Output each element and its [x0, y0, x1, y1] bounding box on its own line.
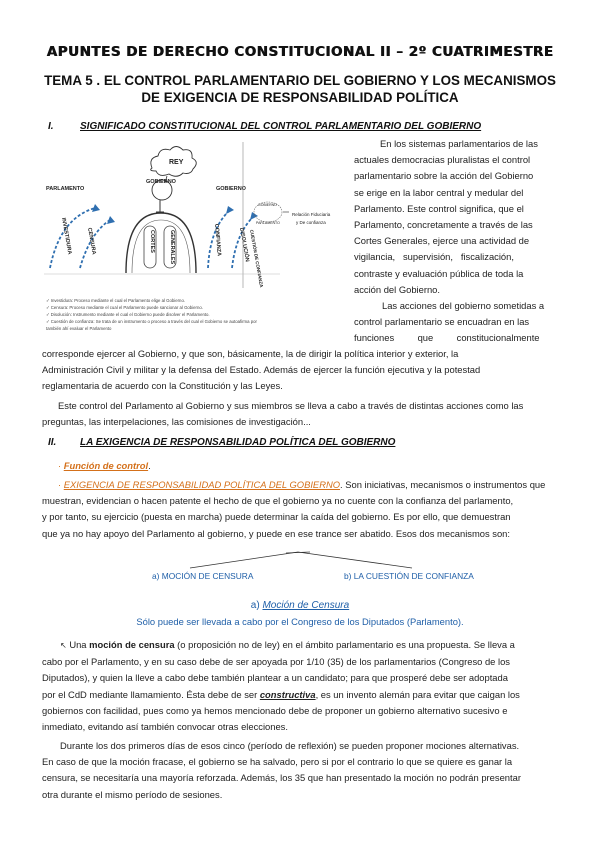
functions-paragraph-cont	[42, 346, 562, 395]
caption-line: ✓ Cuestión de confianza: Se trata de un instrumento o proceso a través del cual el Gobierno se autoafirma por	[46, 319, 257, 324]
text-line: control parlamentario se encuadran en las	[354, 316, 530, 328]
gobierno-label: GOBIERNO	[146, 179, 176, 185]
bullet-dot: ·	[58, 479, 62, 490]
caption-line: también ahí evaluar el Parlamento	[46, 326, 112, 331]
investidura-label: INVESTIDURA	[60, 217, 73, 256]
text-line: preguntas, las interpelaciones, las comisiones de investigación...	[42, 416, 311, 428]
section-2-title: LA EXIGENCIA DE RESPONSABILIDAD POLÍTICA DEL GOBIERNO	[80, 437, 396, 448]
diagram-caption	[46, 297, 346, 332]
control-diagram	[40, 138, 355, 300]
text-line: Parlamento, concretamente a través de las	[354, 219, 533, 231]
exigencia-rest: . Son iniciativas, mecanismos o instrumentos que	[340, 479, 546, 490]
text-line: Parlamento. Este control significa, que el	[354, 202, 524, 214]
text-line: Este control del Parlamento al Gobierno y sus miembros se lleva a cabo a través de distintas acciones como las	[58, 400, 524, 411]
subsection-a-title: Moción de Censura	[262, 600, 350, 611]
text-line: vigilancia, supervisión, fiscalización,	[354, 251, 514, 263]
caption-line: ✓ Investidura: Proceso mediante el cual el Parlamento elige al Gobierno.	[46, 298, 186, 303]
control-paragraph	[42, 398, 562, 430]
censura-start: Una	[69, 639, 90, 650]
title-line-2: DE EXIGENCIA DE RESPONSABILIDAD POLÍTICA	[141, 90, 459, 105]
text-line: parlamentario sobre la acción del Gobierno	[354, 170, 534, 182]
censura-paragraph	[42, 637, 562, 735]
bullet-funcion-control	[58, 458, 151, 474]
gobierno-side-label: GOBIERNO	[216, 186, 246, 192]
document-header: APUNTES DE DERECHO CONSTITUCIONAL II – 2º CUATRIMESTRE	[46, 44, 554, 60]
text-line	[42, 477, 562, 493]
text-line: reglamentaria de acuerdo con la Constitución y las Leyes.	[42, 380, 283, 392]
censura-bold: moción de censura	[89, 639, 175, 650]
mechanism-a: a) MOCIÓN DE CENSURA	[152, 571, 254, 581]
censura-label: CENSURA	[86, 227, 97, 256]
bullet-end: .	[148, 460, 151, 471]
subsection-a-heading	[0, 600, 600, 611]
text-line: muestran, evidencian o hacen patente el hecho de que el gobierno ya no cuente con la confianza del parlamento,	[42, 495, 514, 507]
bullet-exigencia	[42, 477, 562, 542]
text-line: y por tanto, su ejercicio (puesta en marcha) puede determinar la caída del gobierno. Es por ello, que demuestran	[42, 511, 511, 523]
title-line-1: TEMA 5 . EL CONTROL PARLAMENTARIO DEL GOBIERNO Y LOS MECANISMOS	[44, 73, 556, 88]
cortes-arch	[126, 213, 196, 273]
text-line: En los sistemas parlamentarios de las	[380, 138, 538, 149]
funcion-control-link: Función de control	[63, 460, 149, 471]
text-line: corresponde ejercer al Gobierno, y que son, básicamente, la de dirigir la política interior y exterior, la	[42, 348, 459, 359]
confianza-label: CONFIANZA	[213, 223, 222, 257]
page-title	[40, 72, 560, 106]
section-2-number: II.	[48, 437, 57, 448]
text-line: que ya no hay apoyo del Parlamento al gobierno, y puede en ese trance ser abatido. Esos dos mecanismos son:	[42, 527, 510, 539]
constructiva-term: constructiva	[259, 688, 316, 700]
text-line: se erige en la labor central y medular del	[354, 186, 524, 198]
censura-rest: (o proposición no de ley) en el ámbito parlamentario es una propuesta. Se lleva a	[174, 639, 515, 650]
subsection-a-subtitle: Sólo puede ser llevada a cabo por el Congreso de los Diputados (Parlamento).	[136, 616, 464, 627]
text-line: Las acciones del gobierno sometidas a	[382, 300, 545, 311]
cuestion-label: CUESTIÓN DE CONFIANZA	[249, 229, 265, 288]
text-line: contraste y evaluación pública de toda la	[354, 267, 524, 279]
subsection-a-prefix: a)	[250, 600, 263, 611]
parlamento-small-label: PARLAMENTO	[256, 221, 280, 225]
intro-paragraph	[354, 136, 557, 298]
caption-line: ✓ Disolución: Instrumento mediante el cual el Gobierno puede disolver el Parlamento.	[46, 312, 210, 317]
cortes-label: CORTES	[149, 230, 155, 253]
rey-label: REY	[169, 159, 184, 166]
gobierno-small-label: GOBIERNO	[258, 203, 277, 207]
relacion-line-2: y De confianza	[296, 220, 326, 225]
text-line: funciones que constitucionalmente	[354, 332, 540, 344]
text-line: Durante los dos primeros días de esos cinco (período de reflexión) se pueden proponer mociones alternativas.	[60, 740, 520, 751]
text-line: otra durante el mismo período de sesiones.	[42, 788, 223, 800]
text-line: gobiernos con facilidad, pues como ya hemos mencionado debe de proponer un gobierno alternativo sucesivo e	[42, 704, 508, 716]
text-line: actuales democracias pluralistas el control	[354, 154, 531, 166]
reflexion-paragraph	[42, 738, 562, 803]
text-line: Cortes Generales, ejerce una actividad de	[354, 235, 530, 247]
section-1-title: SIGNIFICADO CONSTITUCIONAL DEL CONTROL PARLAMENTARIO DEL GOBIERNO	[80, 121, 482, 132]
functions-paragraph	[354, 298, 557, 347]
text-line	[42, 687, 562, 703]
text-line: acción del Gobierno.	[354, 283, 440, 295]
generales-label: GENERALES	[169, 230, 175, 265]
text-line: inmediato, evitando así también convocar otras elecciones.	[42, 721, 288, 733]
bullet-dot: ·	[58, 460, 62, 471]
mechanism-b: b) LA CUESTIÓN DE CONFIANZA	[344, 571, 474, 581]
text-line: Diputados), y quien la lleve a cabo debe también plantear a un candidato; para que prosperé debe ser adoptada	[42, 672, 508, 684]
text-line	[42, 637, 562, 654]
text-line: En caso de que la moción fracase, el gobierno se ha salvado, pero si por el contrario lo que se quiere es ganar la	[42, 756, 513, 768]
pointer-icon: ↖	[60, 641, 67, 650]
exigencia-title: EXIGENCIA DE RESPONSABILIDAD POLÍTICA DEL GOBIERNO	[63, 479, 341, 490]
text-line: censura, se necesitaría una mayoría reforzada. Además, los 35 que han presentado la moción no podrán presentar	[42, 772, 521, 784]
disolucion-label: DISOLUCIÓN	[238, 227, 250, 263]
parlamento-label: PARLAMENTO	[46, 186, 85, 192]
text-line: cabo por el Parlamento, y en su caso debe de ser apoyada por 1/10 (35) de los parlamentarios (Congreso de los	[42, 656, 510, 668]
censura-line4c: , es un invento alemán para evitar que caigan los	[315, 688, 520, 700]
section-1-number: I.	[48, 121, 54, 132]
caption-line: ✓ Censura: Proceso mediante el cual el Parlamento puede sancionar al Gobierno.	[46, 305, 203, 310]
text-line: Administración Civil y militar y la defensa del Estado. Además de ejercer la función ejecutiva y la potestad	[42, 364, 481, 376]
relacion-line-1: Relación Fiduciaria	[292, 212, 331, 217]
censura-line4a: por el CdD mediante llamamiento. Ésta debe de ser	[42, 688, 260, 700]
